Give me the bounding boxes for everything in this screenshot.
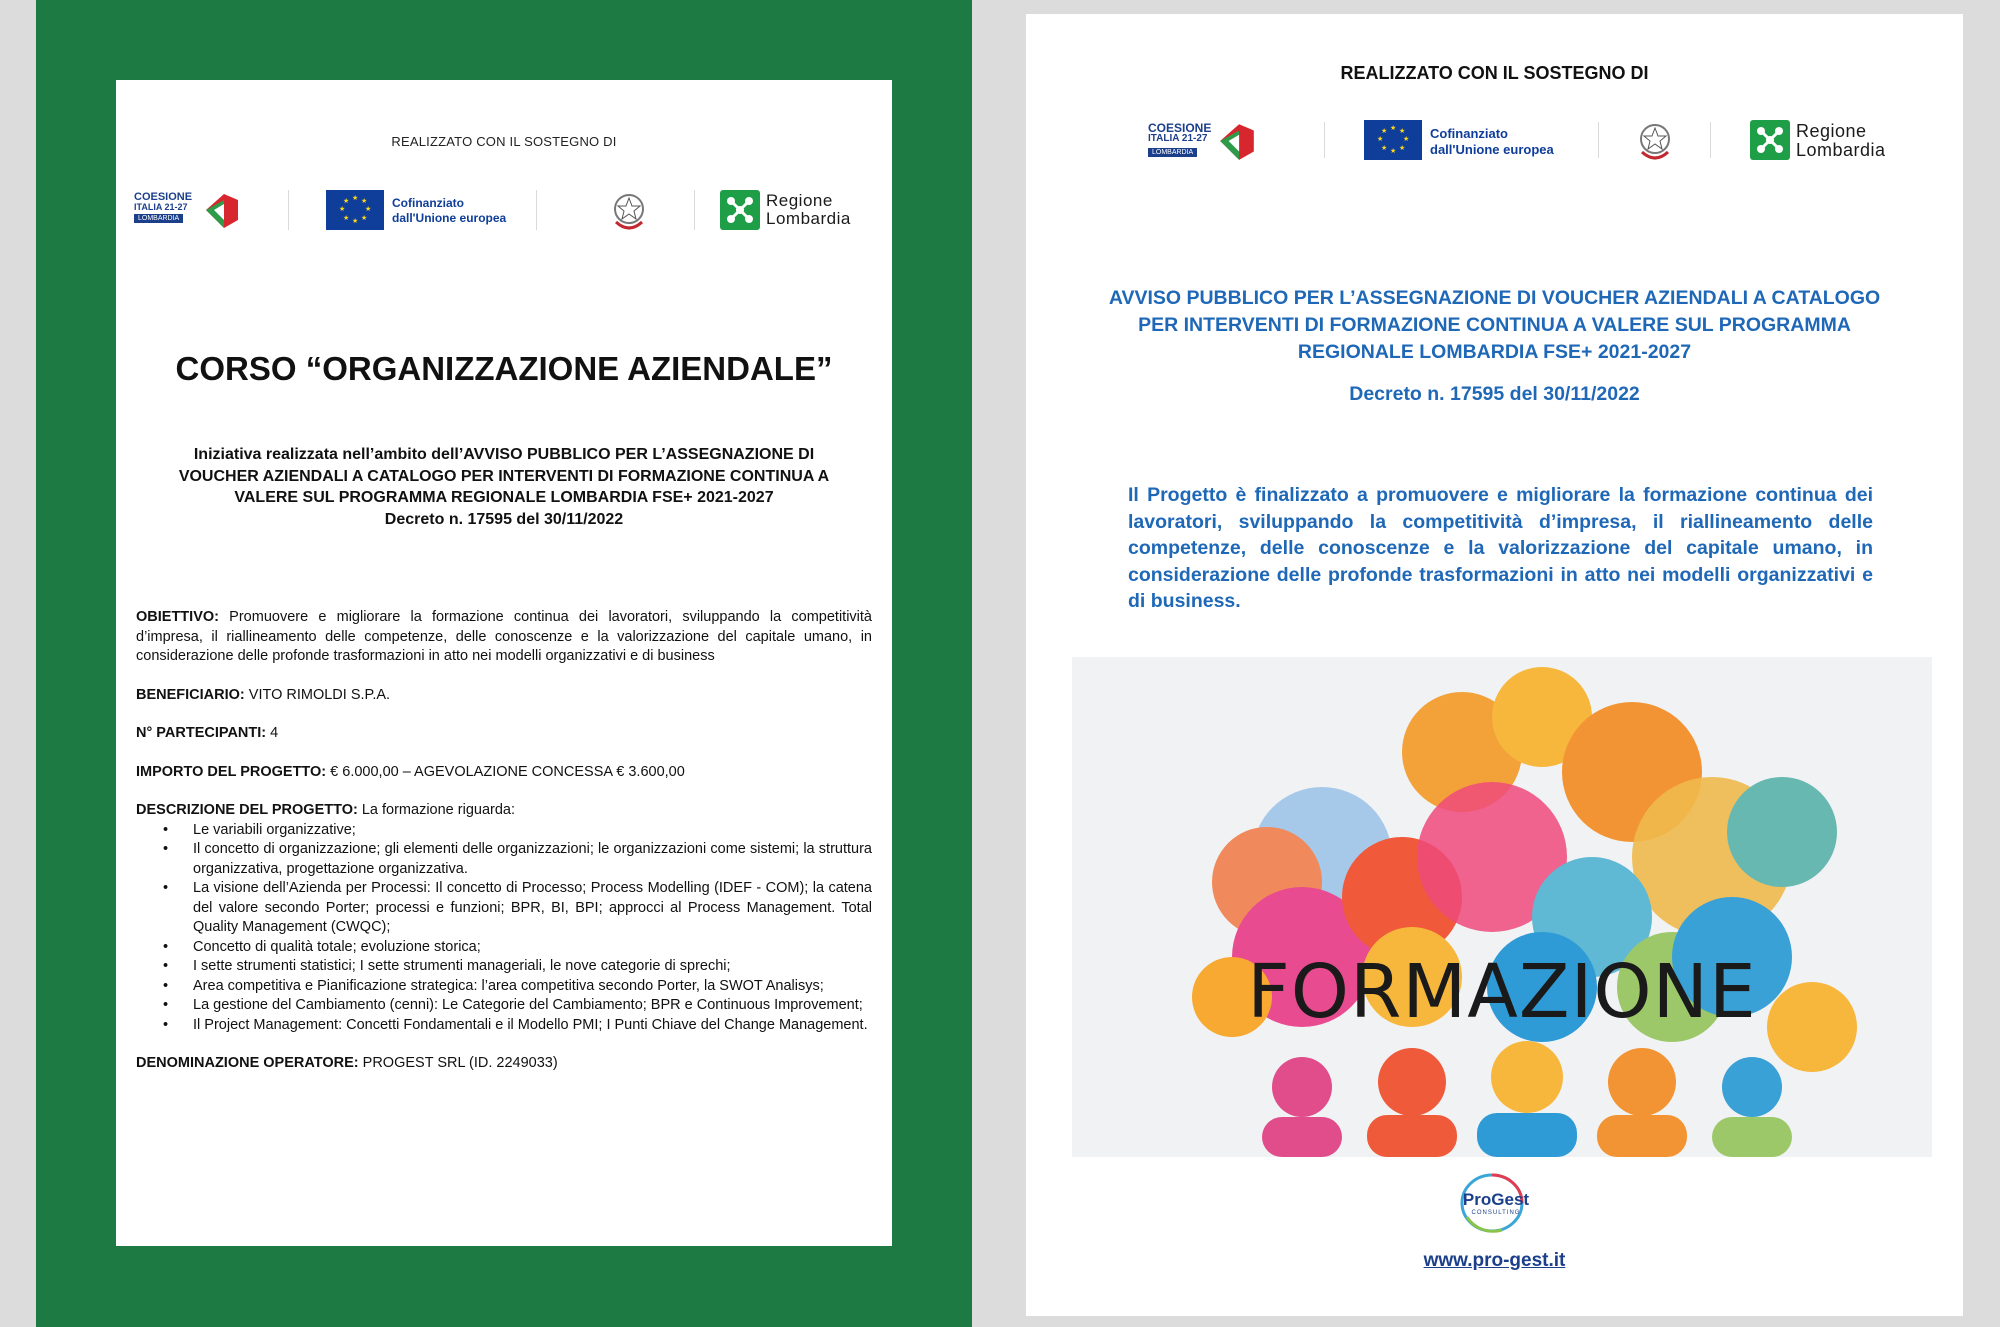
- objective: OBIETTIVO: Promuovere e migliorare la formazione continua dei lavoratori, sviluppando la competitività d’impresa, il riallineamento delle competenze, delle conoscenze e la valorizzazione del capitale umano, in considerazione delle profonde trasformazioni in atto nei modelli organizzativi e di business: [136, 609, 872, 664]
- notice-title: AVVISO PUBBLICO PER L’ASSEGNAZIONE DI VOUCHER AZIENDALI A CATALOGO PER INTERVENTI DI FORMAZIONE CONTINUA A VALERE SUL PROGRAMMA REGIONALE LOMBARDIA FSE+ 2021-2027: [1108, 287, 1881, 363]
- formazione-clouds-icon: [1072, 657, 1932, 1157]
- website-link[interactable]: www.pro-gest.it: [1423, 1250, 1566, 1271]
- course-title: CORSO “ORGANIZZAZIONE AZIENDALE”: [175, 350, 833, 387]
- regione-lombardia-logo-icon: [720, 190, 760, 230]
- regione-lombardia-text: Regione Lombardia: [766, 191, 851, 228]
- list-item: • Le variabili organizzative;: [136, 821, 872, 841]
- formazione-word: FORMAZIONE: [1247, 949, 1757, 1035]
- progest-name: ProGest: [1462, 1190, 1530, 1209]
- list-item: • Concetto di qualità totale; evoluzione storica;: [136, 938, 872, 958]
- list-item: • Il Project Management: Concetti Fondamentali e il Modello PMI; I Punti Chiave del Change Management.: [136, 1016, 872, 1036]
- eu-flag-icon: ★ ★ ★ ★ ★ ★ ★ ★: [326, 190, 384, 230]
- left-header: REALIZZATO CON IL SOSTEGNO DI: [391, 134, 617, 149]
- coesione-arrow-icon: [1216, 120, 1258, 162]
- italian-emblem-icon: [1636, 120, 1674, 162]
- progest-logo: [1421, 1172, 1571, 1242]
- list-item: • La gestione del Cambiamento (cenni): Le Categorie del Cambiamento; BPR e Continuous Improvement;: [136, 996, 872, 1016]
- coesione-logo: COESIONE ITALIA 21-27 LOMBARDIA: [1148, 121, 1212, 156]
- participants: N° PARTECIPANTI: 4: [136, 725, 279, 741]
- beneficiary: BENEFICIARIO: VITO RIMOLDI S.P.A.: [136, 686, 391, 703]
- eu-cofinanziato-text: Cofinanziato dall'Unione europea: [392, 196, 507, 225]
- coesione-arrow-icon: [202, 190, 242, 230]
- eu-cofinanziato-text: Cofinanziato dall'Unione europea: [1430, 126, 1554, 158]
- eu-flag-icon: ★ ★ ★ ★ ★ ★ ★ ★: [1364, 120, 1422, 160]
- right-flyer-page: [1026, 14, 1963, 1316]
- right-header: REALIZZATO CON IL SOSTEGNO DI: [1340, 63, 1649, 83]
- coesione-logo: COESIONE ITALIA 21-27 LOMBARDIA: [134, 191, 193, 222]
- project-text: Il Progetto è finalizzato a promuovere e migliorare la formazione continua dei lavoratori, sviluppando la competitività d’impresa, il riallineamento delle competenze, delle conoscenze e la valorizzazione del capitale umano, in considerazione delle profonde trasformazioni in atto nei modelli organizzativi e di business.: [1128, 484, 1873, 612]
- list-item: • I sette strumenti statistici; I sette strumenti manageriali, le nove categorie di sprechi;: [136, 957, 872, 977]
- operator: DENOMINAZIONE OPERATORE: PROGEST SRL (ID. 2249033): [136, 1055, 558, 1071]
- progest-consulting: CONSULTING: [1471, 1210, 1521, 1216]
- list-item: • La visione dell’Azienda per Processi: Il concetto di Processo; Process Modelling (IDEF - COM); la catena del valore secondo Porter; processi e funzioni; BPR, BI, BPI; approcci al Process Management. Total Quality Management (CWQC);: [136, 879, 872, 938]
- decree-text: Decreto n. 17595 del 30/11/2022: [1349, 383, 1640, 405]
- left-flyer-page: [116, 80, 892, 1246]
- formazione-illustration: [1072, 657, 1932, 1157]
- regione-lombardia-text: Regione Lombardia: [1796, 121, 1886, 160]
- project-details: [136, 608, 872, 1074]
- list-item: • Il concetto di organizzazione; gli elementi delle organizzazioni; le organizzazioni come sistemi; la struttura organizzativa, progettazione organizzativa.: [136, 840, 872, 879]
- initiative-block: Iniziativa realizzata nell’ambito dell’AVVISO PUBBLICO PER L’ASSEGNAZIONE DI VOUCHER AZIENDALI A CATALOGO PER INTERVENTI DI FORMAZIONE CONTINUA A VALERE SUL PROGRAMMA REGIONALE LOMBARDIA FSE+ 2021-2027 Decreto n. 17595 del 30/11/2022: [178, 446, 830, 528]
- regione-lombardia-logo-icon: [1750, 120, 1790, 160]
- description-list: [136, 821, 872, 1036]
- project-amount: IMPORTO DEL PROGETTO: € 6.000,00 – AGEVOLAZIONE CONCESSA € 3.600,00: [136, 763, 685, 780]
- right-logos-row: [1148, 118, 1908, 168]
- left-logos-row: [134, 184, 874, 240]
- italian-emblem-icon: [610, 190, 648, 232]
- list-item: • Area competitiva e Pianificazione strategica: l’area competitiva secondo Porter, la SWOT Analisys;: [136, 977, 872, 997]
- project-description: DESCRIZIONE DEL PROGETTO: La formazione riguarda:: [136, 802, 515, 818]
